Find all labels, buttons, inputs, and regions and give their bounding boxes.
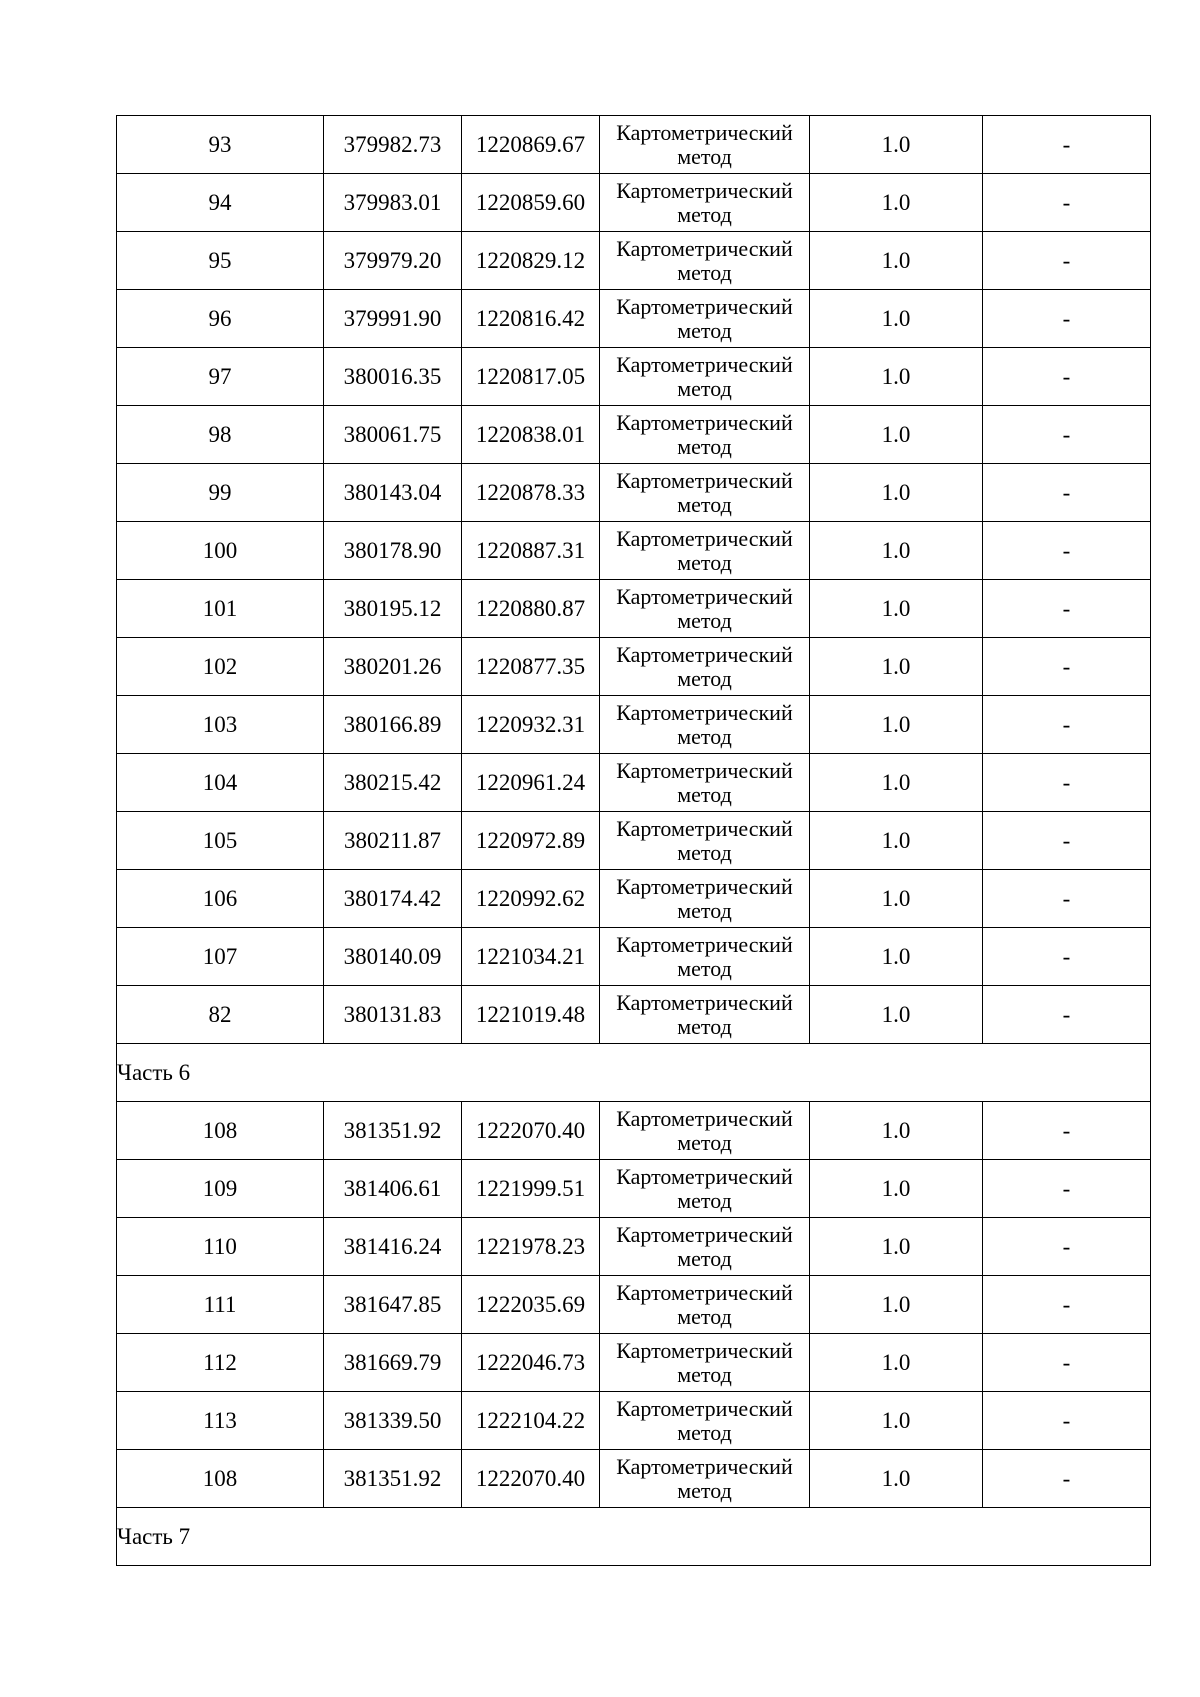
method-text-line1: Картометрический [616, 757, 793, 783]
method-text-line2: метод [677, 1303, 732, 1329]
method-text-line2: метод [677, 317, 732, 343]
accuracy-cell: 1.0 [810, 696, 983, 754]
method-text-line2: метод [677, 1419, 732, 1445]
y-coordinate-cell: 1220972.89 [462, 812, 600, 870]
y-coordinate-cell: 1222035.69 [462, 1276, 600, 1334]
note-cell: - [983, 174, 1151, 232]
method-cell [600, 290, 810, 348]
method-cell [600, 696, 810, 754]
x-coordinate-cell: 380174.42 [324, 870, 462, 928]
x-coordinate-cell: 381351.92 [324, 1450, 462, 1508]
method-text-line1: Картометрический [616, 177, 793, 203]
table-row [117, 1392, 1151, 1450]
y-coordinate-cell: 1220992.62 [462, 870, 600, 928]
method-text-line1: Картометрический [616, 1337, 793, 1363]
table-row [117, 406, 1151, 464]
note-cell: - [983, 986, 1151, 1044]
point-number-cell: 101 [117, 580, 324, 638]
method-text-line1: Картометрический [616, 1453, 793, 1479]
note-cell: - [983, 232, 1151, 290]
method-cell [600, 638, 810, 696]
point-number-cell: 99 [117, 464, 324, 522]
method-text-line2: метод [677, 1013, 732, 1039]
method-text-line1: Картометрический [616, 1163, 793, 1189]
table-row [117, 1160, 1151, 1218]
accuracy-cell: 1.0 [810, 870, 983, 928]
x-coordinate-cell: 380201.26 [324, 638, 462, 696]
method-text-line2: метод [677, 723, 732, 749]
method-text-line1: Картометрический [616, 1279, 793, 1305]
accuracy-cell: 1.0 [810, 464, 983, 522]
method-text-line2: метод [677, 549, 732, 575]
method-text-line2: метод [677, 143, 732, 169]
method-text-line2: метод [677, 1245, 732, 1271]
method-cell [600, 406, 810, 464]
note-cell: - [983, 812, 1151, 870]
method-text-line2: метод [677, 491, 732, 517]
accuracy-cell: 1.0 [810, 638, 983, 696]
coordinates-table-body [117, 116, 1151, 1566]
x-coordinate-cell: 380211.87 [324, 812, 462, 870]
y-coordinate-cell: 1220887.31 [462, 522, 600, 580]
point-number-cell: 105 [117, 812, 324, 870]
x-coordinate-cell: 380061.75 [324, 406, 462, 464]
y-coordinate-cell: 1220816.42 [462, 290, 600, 348]
method-cell [600, 1450, 810, 1508]
note-cell: - [983, 1218, 1151, 1276]
method-text-line2: метод [677, 201, 732, 227]
y-coordinate-cell: 1220877.35 [462, 638, 600, 696]
method-cell [600, 232, 810, 290]
accuracy-cell: 1.0 [810, 1160, 983, 1218]
method-cell [600, 1392, 810, 1450]
point-number-cell: 100 [117, 522, 324, 580]
method-text-line2: метод [677, 1477, 732, 1503]
note-cell: - [983, 696, 1151, 754]
table-row [117, 812, 1151, 870]
method-text-line2: метод [677, 955, 732, 981]
method-text-line1: Картометрический [616, 1105, 793, 1131]
accuracy-cell: 1.0 [810, 1276, 983, 1334]
table-row [117, 1276, 1151, 1334]
method-cell [600, 464, 810, 522]
y-coordinate-cell: 1222070.40 [462, 1450, 600, 1508]
note-cell: - [983, 870, 1151, 928]
method-text-line2: метод [677, 433, 732, 459]
x-coordinate-cell: 381416.24 [324, 1218, 462, 1276]
point-number-cell: 108 [117, 1102, 324, 1160]
note-cell: - [983, 1102, 1151, 1160]
method-cell [600, 1334, 810, 1392]
x-coordinate-cell: 380195.12 [324, 580, 462, 638]
y-coordinate-cell: 1220838.01 [462, 406, 600, 464]
note-cell: - [983, 290, 1151, 348]
note-cell: - [983, 1334, 1151, 1392]
point-number-cell: 96 [117, 290, 324, 348]
table-row [117, 232, 1151, 290]
y-coordinate-cell: 1220859.60 [462, 174, 600, 232]
method-text-line2: метод [677, 897, 732, 923]
accuracy-cell: 1.0 [810, 928, 983, 986]
table-row [117, 638, 1151, 696]
method-text-line2: метод [677, 259, 732, 285]
accuracy-cell: 1.0 [810, 986, 983, 1044]
table-row [117, 986, 1151, 1044]
x-coordinate-cell: 380016.35 [324, 348, 462, 406]
note-cell: - [983, 638, 1151, 696]
y-coordinate-cell: 1220869.67 [462, 116, 600, 174]
method-cell [600, 174, 810, 232]
method-cell [600, 812, 810, 870]
x-coordinate-cell: 381351.92 [324, 1102, 462, 1160]
point-number-cell: 102 [117, 638, 324, 696]
table-row [117, 580, 1151, 638]
method-text-line2: метод [677, 375, 732, 401]
y-coordinate-cell: 1221019.48 [462, 986, 600, 1044]
y-coordinate-cell: 1220961.24 [462, 754, 600, 812]
accuracy-cell: 1.0 [810, 1392, 983, 1450]
table-row [117, 1102, 1151, 1160]
method-text-line2: метод [677, 665, 732, 691]
point-number-cell: 104 [117, 754, 324, 812]
note-cell: - [983, 1392, 1151, 1450]
point-number-cell: 82 [117, 986, 324, 1044]
point-number-cell: 103 [117, 696, 324, 754]
accuracy-cell: 1.0 [810, 1450, 983, 1508]
table-row [117, 290, 1151, 348]
accuracy-cell: 1.0 [810, 232, 983, 290]
method-text-line1: Картометрический [616, 583, 793, 609]
y-coordinate-cell: 1221034.21 [462, 928, 600, 986]
method-text-line1: Картометрический [616, 815, 793, 841]
method-cell [600, 928, 810, 986]
method-cell [600, 522, 810, 580]
table-row [117, 1334, 1151, 1392]
note-cell: - [983, 406, 1151, 464]
method-cell [600, 1276, 810, 1334]
method-text-line1: Картометрический [616, 931, 793, 957]
table-row [117, 696, 1151, 754]
x-coordinate-cell: 380131.83 [324, 986, 462, 1044]
method-cell [600, 580, 810, 638]
y-coordinate-cell: 1220829.12 [462, 232, 600, 290]
method-text-line1: Картометрический [616, 1395, 793, 1421]
method-cell [600, 348, 810, 406]
y-coordinate-cell: 1220880.87 [462, 580, 600, 638]
accuracy-cell: 1.0 [810, 290, 983, 348]
method-cell [600, 116, 810, 174]
point-number-cell: 95 [117, 232, 324, 290]
accuracy-cell: 1.0 [810, 812, 983, 870]
method-text-line1: Картометрический [616, 409, 793, 435]
method-text-line1: Картометрический [616, 641, 793, 667]
x-coordinate-cell: 379983.01 [324, 174, 462, 232]
x-coordinate-cell: 379991.90 [324, 290, 462, 348]
table-row [117, 522, 1151, 580]
table-row [117, 174, 1151, 232]
x-coordinate-cell: 380166.89 [324, 696, 462, 754]
y-coordinate-cell: 1222070.40 [462, 1102, 600, 1160]
x-coordinate-cell: 380140.09 [324, 928, 462, 986]
table-row [117, 754, 1151, 812]
method-text-line1: Картометрический [616, 351, 793, 377]
x-coordinate-cell: 380143.04 [324, 464, 462, 522]
section-label: Часть 7 [117, 1508, 1151, 1566]
section-header-row [117, 1044, 1151, 1102]
accuracy-cell: 1.0 [810, 580, 983, 638]
method-text-line2: метод [677, 607, 732, 633]
point-number-cell: 113 [117, 1392, 324, 1450]
method-text-line1: Картометрический [616, 989, 793, 1015]
method-text-line1: Картометрический [616, 235, 793, 261]
accuracy-cell: 1.0 [810, 348, 983, 406]
y-coordinate-cell: 1220878.33 [462, 464, 600, 522]
point-number-cell: 94 [117, 174, 324, 232]
point-number-cell: 111 [117, 1276, 324, 1334]
method-cell [600, 754, 810, 812]
section-label: Часть 6 [117, 1044, 1151, 1102]
table-row [117, 464, 1151, 522]
method-text-line1: Картометрический [616, 525, 793, 551]
point-number-cell: 98 [117, 406, 324, 464]
point-number-cell: 93 [117, 116, 324, 174]
point-number-cell: 108 [117, 1450, 324, 1508]
note-cell: - [983, 754, 1151, 812]
method-text-line2: метод [677, 1361, 732, 1387]
accuracy-cell: 1.0 [810, 1218, 983, 1276]
note-cell: - [983, 522, 1151, 580]
method-cell [600, 1218, 810, 1276]
method-cell [600, 1102, 810, 1160]
method-text-line2: метод [677, 1129, 732, 1155]
x-coordinate-cell: 381339.50 [324, 1392, 462, 1450]
accuracy-cell: 1.0 [810, 174, 983, 232]
note-cell: - [983, 580, 1151, 638]
x-coordinate-cell: 379979.20 [324, 232, 462, 290]
table-row [117, 928, 1151, 986]
accuracy-cell: 1.0 [810, 406, 983, 464]
coordinates-table [116, 115, 1151, 1566]
note-cell: - [983, 348, 1151, 406]
point-number-cell: 107 [117, 928, 324, 986]
point-number-cell: 109 [117, 1160, 324, 1218]
table-row [117, 1450, 1151, 1508]
table-row [117, 870, 1151, 928]
note-cell: - [983, 1450, 1151, 1508]
y-coordinate-cell: 1222104.22 [462, 1392, 600, 1450]
note-cell: - [983, 464, 1151, 522]
point-number-cell: 106 [117, 870, 324, 928]
point-number-cell: 110 [117, 1218, 324, 1276]
method-cell [600, 870, 810, 928]
section-header-row [117, 1508, 1151, 1566]
accuracy-cell: 1.0 [810, 1102, 983, 1160]
method-text-line1: Картометрический [616, 1221, 793, 1247]
y-coordinate-cell: 1220932.31 [462, 696, 600, 754]
point-number-cell: 112 [117, 1334, 324, 1392]
x-coordinate-cell: 381406.61 [324, 1160, 462, 1218]
y-coordinate-cell: 1220817.05 [462, 348, 600, 406]
x-coordinate-cell: 381669.79 [324, 1334, 462, 1392]
method-text-line1: Картометрический [616, 699, 793, 725]
note-cell: - [983, 1276, 1151, 1334]
method-text-line2: метод [677, 839, 732, 865]
table-row [117, 348, 1151, 406]
accuracy-cell: 1.0 [810, 116, 983, 174]
note-cell: - [983, 928, 1151, 986]
x-coordinate-cell: 379982.73 [324, 116, 462, 174]
point-number-cell: 97 [117, 348, 324, 406]
table-row [117, 1218, 1151, 1276]
method-text-line2: метод [677, 781, 732, 807]
method-text-line1: Картометрический [616, 467, 793, 493]
note-cell: - [983, 1160, 1151, 1218]
x-coordinate-cell: 380215.42 [324, 754, 462, 812]
method-text-line1: Картометрический [616, 873, 793, 899]
accuracy-cell: 1.0 [810, 522, 983, 580]
y-coordinate-cell: 1222046.73 [462, 1334, 600, 1392]
note-cell: - [983, 116, 1151, 174]
x-coordinate-cell: 381647.85 [324, 1276, 462, 1334]
method-cell [600, 1160, 810, 1218]
y-coordinate-cell: 1221999.51 [462, 1160, 600, 1218]
method-text-line1: Картометрический [616, 119, 793, 145]
method-text-line2: метод [677, 1187, 732, 1213]
accuracy-cell: 1.0 [810, 1334, 983, 1392]
y-coordinate-cell: 1221978.23 [462, 1218, 600, 1276]
table-row [117, 116, 1151, 174]
accuracy-cell: 1.0 [810, 754, 983, 812]
x-coordinate-cell: 380178.90 [324, 522, 462, 580]
method-text-line1: Картометрический [616, 293, 793, 319]
method-cell [600, 986, 810, 1044]
